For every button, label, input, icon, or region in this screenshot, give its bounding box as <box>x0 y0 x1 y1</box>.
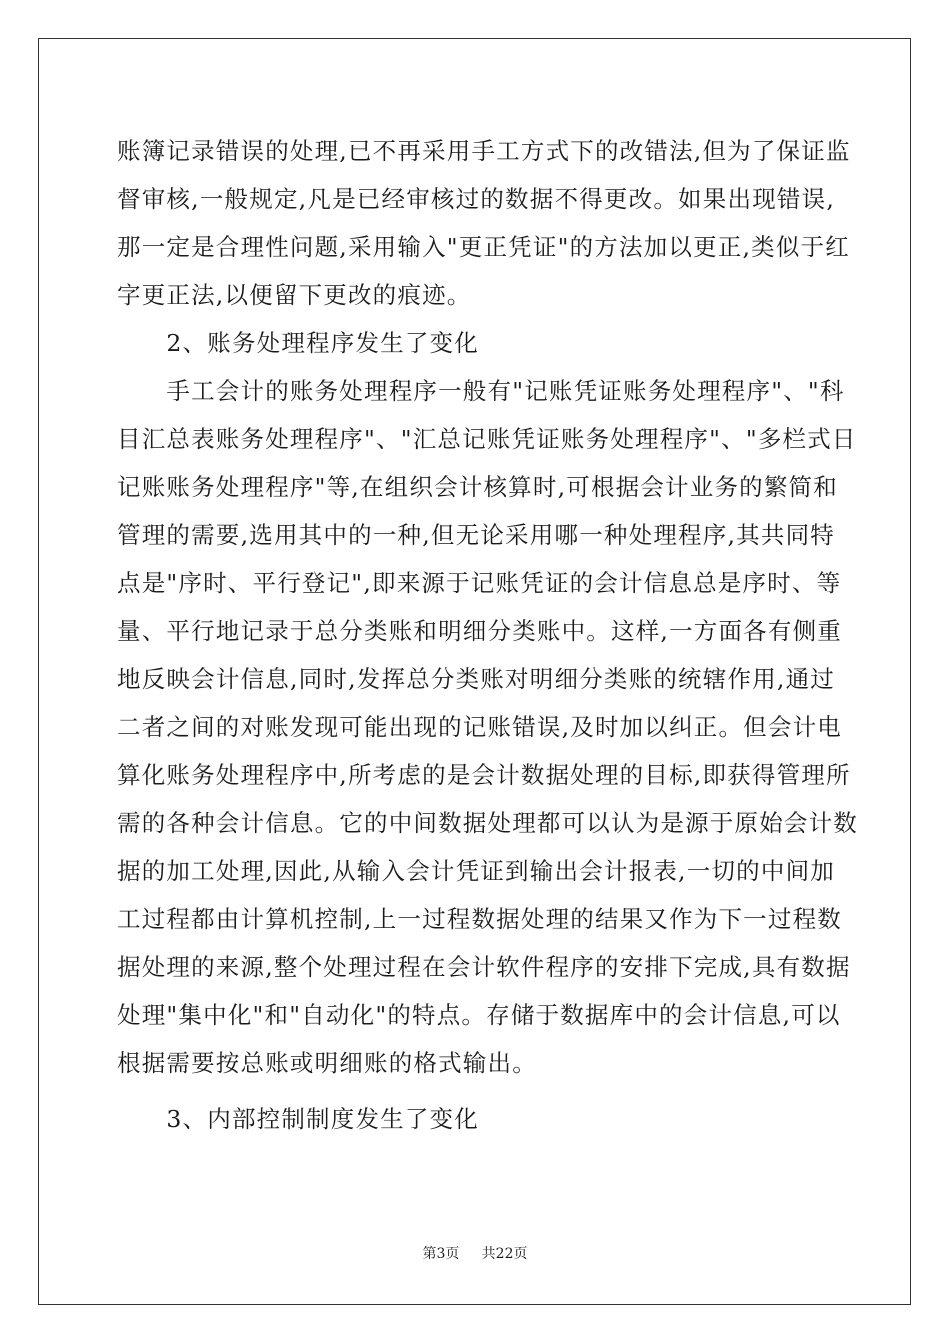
text-line: 据的加工处理,因此,从输入会计凭证到输出会计报表,一切的中间加 <box>117 857 835 885</box>
text-line: 地反映会计信息,同时,发挥总分类账对明细分类账的统辖作用,通过 <box>117 665 835 693</box>
text-line: 那一定是合理性问题,采用输入"更正凭证"的方法加以更正,类似于红 <box>117 233 850 261</box>
text-line: 管理的需要,选用其中的一种,但无论采用哪一种处理程序,其共同特 <box>117 521 835 549</box>
text-line: 督审核,一般规定,凡是已经审核过的数据不得更改。如果出现错误, <box>117 185 835 213</box>
text-line: 手工会计的账务处理程序一般有"记账凭证账务处理程序"、"科 <box>117 377 845 405</box>
document-body <box>117 127 858 1143</box>
section-heading: 2、账务处理程序发生了变化 <box>117 329 479 357</box>
text-line: 量、平行地记录于总分类账和明细分类账中。这样,一方面各有侧重 <box>117 617 842 645</box>
text-line: 二者之间的对账发现可能出现的记账错误,及时加以纠正。但会计电 <box>117 713 842 741</box>
page-total: 共22页 <box>481 1246 528 1262</box>
footer-spacer <box>464 1246 477 1262</box>
text-line: 处理"集中化"和"自动化"的特点。存储于数据库中的会计信息,可以 <box>117 1001 841 1029</box>
text-line: 算化账务处理程序中,所考虑的是会计数据处理的目标,即获得管理所 <box>117 761 851 789</box>
text-line: 根据需要按总账或明细账的格式输出。 <box>117 1049 537 1077</box>
text-line: 据处理的来源,整个处理过程在会计软件程序的安排下完成,具有数据 <box>117 953 851 981</box>
text-line: 目汇总表账务处理程序"、"汇总记账凭证账务处理程序"、"多栏式日 <box>117 425 857 453</box>
page-footer <box>0 1244 950 1264</box>
text-line: 账簿记录错误的处理,已不再采用手工方式下的改错法,但为了保证监 <box>117 137 851 165</box>
paragraph-gap <box>117 1087 835 1095</box>
text-line: 记账账务处理程序"等,在组织会计核算时,可根据会计业务的繁简和 <box>117 473 838 501</box>
section-heading: 3、内部控制制度发生了变化 <box>117 1105 479 1133</box>
text-line: 字更正法,以便留下更改的痕迹。 <box>117 281 472 309</box>
text-line: 工过程都由计算机控制,上一过程数据处理的结果又作为下一过程数 <box>117 905 842 933</box>
text-line: 点是"序时、平行登记",即来源于记账凭证的会计信息总是序时、等 <box>117 569 842 597</box>
page-number: 第3页 <box>422 1246 460 1262</box>
text-line: 需的各种会计信息。它的中间数据处理都可以认为是源于原始会计数 <box>117 809 858 837</box>
